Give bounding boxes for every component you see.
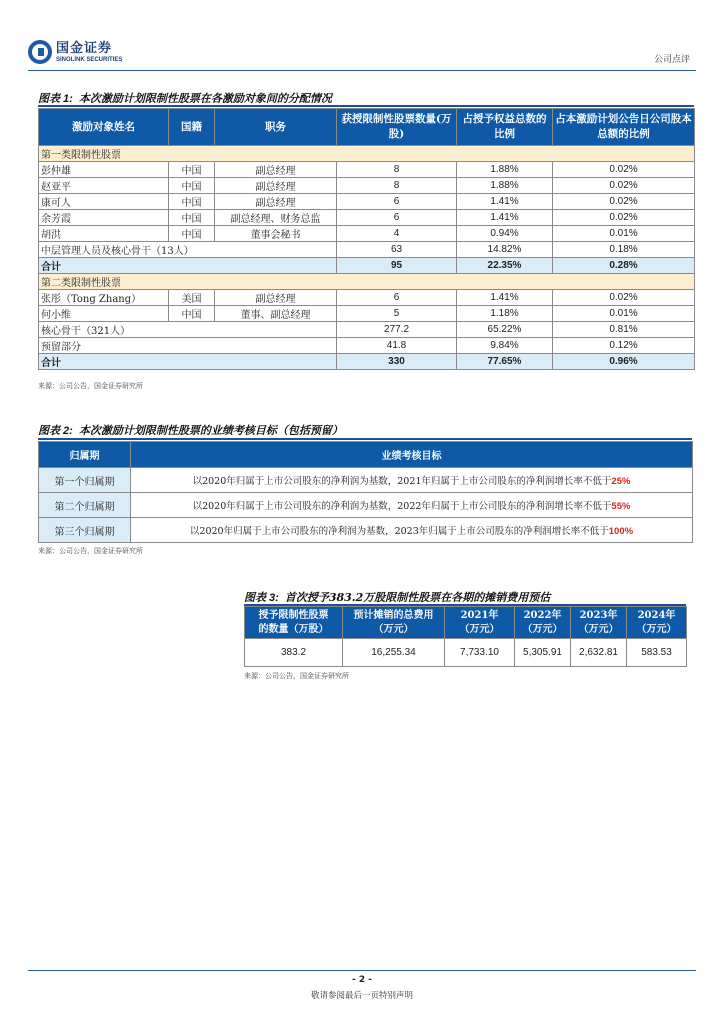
cell-shares: 4	[337, 226, 457, 242]
cell-shares: 63	[337, 242, 457, 258]
cell-nationality: 美国	[169, 290, 215, 306]
cell-name: 何小维	[39, 306, 169, 322]
table-row	[245, 639, 687, 667]
header-line: 2022年	[523, 609, 562, 621]
total-row	[39, 258, 695, 274]
fig1-number: 图表 1:	[38, 93, 73, 105]
cell-nationality: 中国	[169, 194, 215, 210]
table-row	[39, 226, 695, 242]
cell-position: 董事、副总经理	[215, 306, 337, 322]
cell-name: 赵亚平	[39, 178, 169, 194]
cell-ratio-capital: 0.02%	[553, 290, 695, 306]
cell-period: 第三个归属期	[39, 518, 131, 543]
table-row	[39, 338, 695, 354]
cell-position: 副总经理	[215, 178, 337, 194]
table-row	[39, 210, 695, 226]
page-number: - 2 -	[352, 975, 372, 985]
cell-ratio-capital: 0.01%	[553, 306, 695, 322]
fig1-col-ratio-capital: 占本激励计划公告日公司股本总额的比例	[553, 109, 695, 146]
fig3-col-qty	[245, 607, 343, 639]
cell-ratio-capital: 0.02%	[553, 210, 695, 226]
total-ratio-capital: 0.96%	[553, 354, 695, 370]
fig2-col-target: 业绩考核目标	[131, 442, 693, 468]
cell-ratio-grant: 1.88%	[457, 162, 553, 178]
cell-ratio-grant: 1.41%	[457, 210, 553, 226]
table-row	[39, 322, 695, 338]
fig1-col-name: 激励对象姓名	[39, 109, 169, 146]
cell-nationality: 中国	[169, 210, 215, 226]
cell-target	[131, 468, 693, 493]
company-logo	[28, 40, 122, 64]
target-text: 以2020年归属于上市公司股东的净利润为基数，2021年归属于上市公司股东的净利润增长率不低于	[192, 476, 612, 487]
cell-period: 第一个归属期	[39, 468, 131, 493]
cell-nationality: 中国	[169, 306, 215, 322]
target-text: 以2020年归属于上市公司股东的净利润为基数，2023年归属于上市公司股东的净利润增长率不低于	[189, 526, 609, 537]
table-row	[39, 468, 693, 493]
cell-ratio-capital: 0.01%	[553, 226, 695, 242]
cell-2022: 5,305.91	[515, 639, 571, 667]
fig1-col-nationality: 国籍	[169, 109, 215, 146]
cell-position: 副总经理、财务总监	[215, 210, 337, 226]
cell-ratio-capital: 0.02%	[553, 178, 695, 194]
cell-2021: 7,733.10	[445, 639, 515, 667]
cell-name: 余芳霞	[39, 210, 169, 226]
fig3-col-2024	[627, 607, 687, 639]
total-shares: 95	[337, 258, 457, 274]
header-line: （万元）	[522, 623, 563, 635]
fig3-table	[244, 606, 687, 667]
cell-ratio-capital: 0.81%	[553, 322, 695, 338]
cell-ratio-grant: 9.84%	[457, 338, 553, 354]
fig3-col-2022	[515, 607, 571, 639]
fig1-title-text: 本次激励计划限制性股票在各激励对象间的分配情况	[78, 92, 332, 105]
cell-shares: 5	[337, 306, 457, 322]
cell-nationality: 中国	[169, 178, 215, 194]
fig1-header-row	[39, 109, 695, 146]
fig3-title	[244, 589, 550, 605]
table-row	[39, 290, 695, 306]
section-row	[39, 146, 695, 162]
total-label: 合计	[39, 258, 337, 274]
target-text: 以2020年归属于上市公司股东的净利润为基数，2022年归属于上市公司股东的净利润增长率不低于	[192, 501, 612, 512]
cell-ratio-grant: 0.94%	[457, 226, 553, 242]
fig1-col-shares: 获授限制性股票数量(万股)	[337, 109, 457, 146]
cell-name: 张彤（Tong Zhang）	[39, 290, 169, 306]
header-line: （万元）	[636, 623, 677, 635]
page-header	[28, 38, 696, 70]
fig2-rule	[38, 438, 692, 440]
fig1-rule	[38, 105, 694, 107]
table-row	[39, 306, 695, 322]
total-row	[39, 354, 695, 370]
target-rate: 25%	[611, 476, 631, 487]
cell-target	[131, 493, 693, 518]
section-label: 第一类限制性股票	[39, 146, 695, 162]
header-line: 2021年	[460, 609, 499, 621]
footer-divider	[28, 970, 696, 971]
cell-name: 中层管理人员及核心骨干（13人）	[39, 242, 337, 258]
cell-shares: 277.2	[337, 322, 457, 338]
header-line: 授予限制性股票	[258, 609, 329, 621]
target-rate: 55%	[611, 501, 631, 512]
header-divider	[28, 70, 696, 71]
fig1-col-position: 职务	[215, 109, 337, 146]
logo-en: SINOLINK SECURITIES	[56, 56, 123, 63]
fig3-title-text: 首次授予383.2万股限制性股票在各期的摊销费用预估	[284, 591, 551, 604]
total-shares: 330	[337, 354, 457, 370]
total-ratio-grant: 77.65%	[457, 354, 553, 370]
logo-cn: 国金证券	[56, 40, 113, 56]
header-line: 2023年	[579, 609, 618, 621]
cell-ratio-capital: 0.12%	[553, 338, 695, 354]
fig1-source: 来源：公司公告，国金证券研究所	[38, 382, 143, 390]
cell-position: 董事会秘书	[215, 226, 337, 242]
cell-period: 第二个归属期	[39, 493, 131, 518]
fig2-number: 图表 2:	[38, 425, 73, 437]
fig1-table	[38, 108, 695, 370]
section-row	[39, 274, 695, 290]
cell-position: 副总经理	[215, 290, 337, 306]
table-row	[39, 518, 693, 543]
cell-name: 核心骨干（321人）	[39, 322, 337, 338]
section-label: 第二类限制性股票	[39, 274, 695, 290]
cell-shares: 41.8	[337, 338, 457, 354]
cell-total: 16,255.34	[343, 639, 445, 667]
header-line: （万元）	[578, 623, 619, 635]
header-line: 2024年	[637, 609, 676, 621]
header-line: 预计摊销的总费用	[353, 609, 434, 621]
fig2-header-row	[39, 442, 693, 468]
fig3-col-2023	[571, 607, 627, 639]
doc-type: 公司点评	[653, 55, 690, 65]
table-row	[39, 178, 695, 194]
cell-name: 彭仲雄	[39, 162, 169, 178]
fig3-number: 图表 3:	[244, 592, 279, 604]
cell-shares: 6	[337, 210, 457, 226]
total-ratio-capital: 0.28%	[553, 258, 695, 274]
fig3-header-row	[245, 607, 687, 639]
fig2-col-period: 归属期	[39, 442, 131, 468]
cell-ratio-grant: 1.18%	[457, 306, 553, 322]
cell-position: 副总经理	[215, 162, 337, 178]
header-line: （万元）	[459, 623, 500, 635]
target-rate: 100%	[608, 526, 634, 537]
fig2-source: 来源：公司公告，国金证券研究所	[38, 547, 143, 555]
header-line: （万元）	[373, 623, 414, 635]
fig3-col-2021	[445, 607, 515, 639]
cell-shares: 6	[337, 194, 457, 210]
cell-shares: 6	[337, 290, 457, 306]
table-row	[39, 493, 693, 518]
cell-qty: 383.2	[245, 639, 343, 667]
cell-shares: 8	[337, 178, 457, 194]
cell-ratio-grant: 1.41%	[457, 290, 553, 306]
cell-2023: 2,632.81	[571, 639, 627, 667]
cell-ratio-capital: 0.02%	[553, 194, 695, 210]
fig3-source: 来源：公司公告，国金证券研究所	[244, 672, 349, 680]
cell-nationality: 中国	[169, 226, 215, 242]
fig2-title-text: 本次激励计划限制性股票的业绩考核目标（包括预留）	[78, 424, 343, 437]
cell-ratio-capital: 0.18%	[553, 242, 695, 258]
cell-shares: 8	[337, 162, 457, 178]
cell-position: 副总经理	[215, 194, 337, 210]
cell-ratio-grant: 1.41%	[457, 194, 553, 210]
table-row	[39, 162, 695, 178]
fig3-col-total	[343, 607, 445, 639]
cell-name: 胡洪	[39, 226, 169, 242]
header-line: 的数量（万股）	[258, 623, 329, 635]
logo-icon	[28, 40, 52, 64]
cell-name: 康可人	[39, 194, 169, 210]
fig2-table	[38, 441, 693, 543]
cell-nationality: 中国	[169, 162, 215, 178]
fig1-col-ratio-grant: 占授予权益总数的比例	[457, 109, 553, 146]
disclaimer: 敬请参阅最后一页特别声明	[310, 991, 413, 1001]
table-row	[39, 194, 695, 210]
cell-ratio-capital: 0.02%	[553, 162, 695, 178]
total-label: 合计	[39, 354, 337, 370]
cell-target	[131, 518, 693, 543]
table-row	[39, 242, 695, 258]
cell-ratio-grant: 1.88%	[457, 178, 553, 194]
fig1-title	[38, 90, 332, 106]
cell-ratio-grant: 65.22%	[457, 322, 553, 338]
total-ratio-grant: 22.35%	[457, 258, 553, 274]
fig2-title	[38, 422, 343, 438]
cell-ratio-grant: 14.82%	[457, 242, 553, 258]
cell-name: 预留部分	[39, 338, 337, 354]
cell-2024: 583.53	[627, 639, 687, 667]
